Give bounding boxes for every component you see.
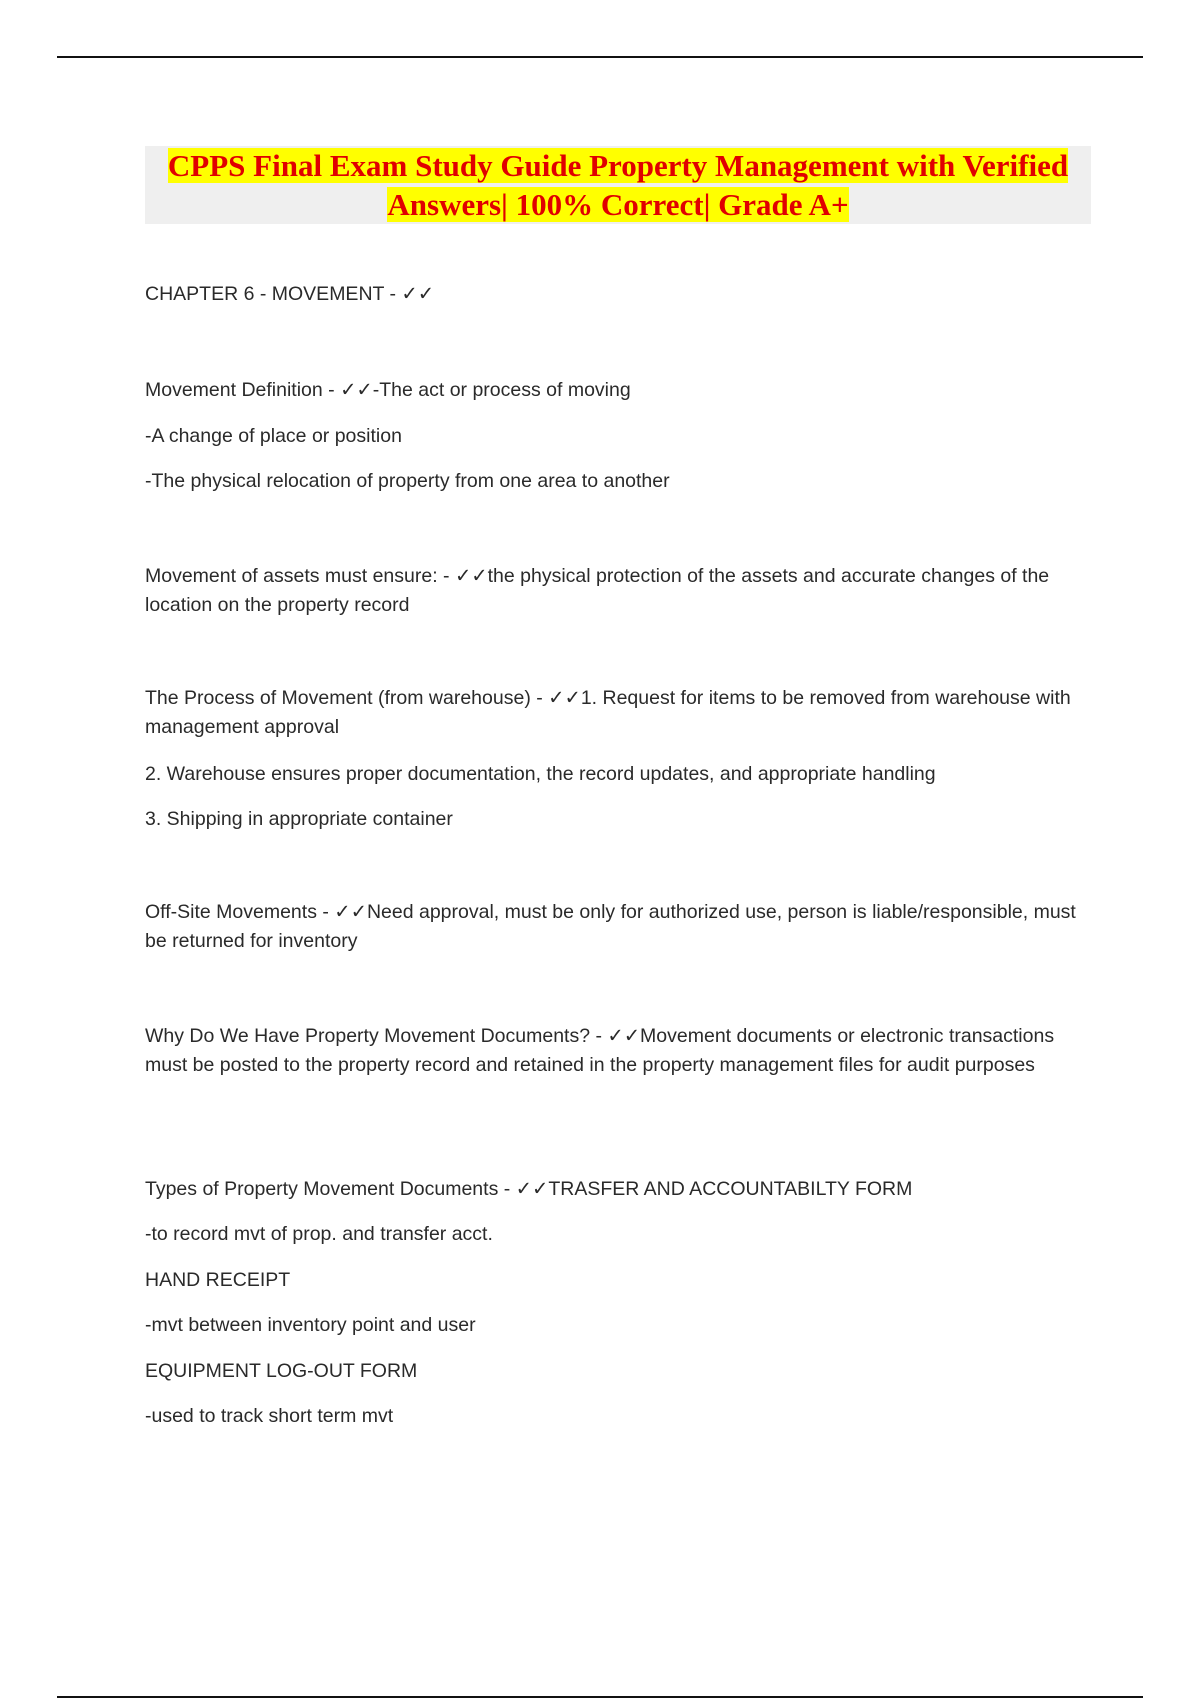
types-documents-line-5: -used to track short term mvt — [145, 1405, 394, 1427]
movement-definition-line-2: -The physical relocation of property from one area to another — [145, 470, 670, 492]
document-title — [145, 146, 1091, 224]
movement-assets-entry: Movement of assets must ensure: - ✓✓the physical protection of the assets and accurate changes of the location on the property record — [145, 565, 1050, 616]
types-documents-line-4: EQUIPMENT LOG-OUT FORM — [145, 1360, 418, 1382]
why-documents-entry: Why Do We Have Property Movement Documents? - ✓✓Movement documents or electronic transactions must be posted to the property record and retained in the property management files for audit purposes — [145, 1025, 1055, 1076]
types-documents-line-3: -mvt between inventory point and user — [145, 1314, 476, 1336]
types-documents-line-2: HAND RECEIPT — [145, 1269, 291, 1291]
bottom-rule — [57, 1696, 1143, 1698]
process-movement-entry: The Process of Movement (from warehouse) - ✓✓1. Request for items to be removed from warehouse with management approval — [145, 687, 1071, 738]
types-documents-question: Types of Property Movement Documents - ✓✓TRASFER AND ACCOUNTABILTY FORM — [145, 1178, 913, 1200]
offsite-movements-entry: Off-Site Movements - ✓✓Need approval, must be only for authorized use, person is liable/responsible, must be returned for inventory — [145, 901, 1076, 952]
title-line-2: Answers| 100% Correct| Grade A+ — [387, 187, 849, 222]
title-line-1: CPPS Final Exam Study Guide Property Management with Verified — [167, 148, 1069, 183]
movement-definition-question: Movement Definition - ✓✓-The act or process of moving — [145, 379, 631, 401]
chapter-heading: CHAPTER 6 - MOVEMENT - ✓✓ — [145, 283, 435, 305]
process-movement-line-2: 2. Warehouse ensures proper documentation, the record updates, and appropriate handling — [145, 763, 936, 785]
types-documents-line-1: -to record mvt of prop. and transfer acct. — [145, 1223, 493, 1245]
process-movement-line-3: 3. Shipping in appropriate container — [145, 808, 453, 830]
movement-definition-line-1: -A change of place or position — [145, 425, 402, 447]
top-rule — [57, 56, 1143, 58]
